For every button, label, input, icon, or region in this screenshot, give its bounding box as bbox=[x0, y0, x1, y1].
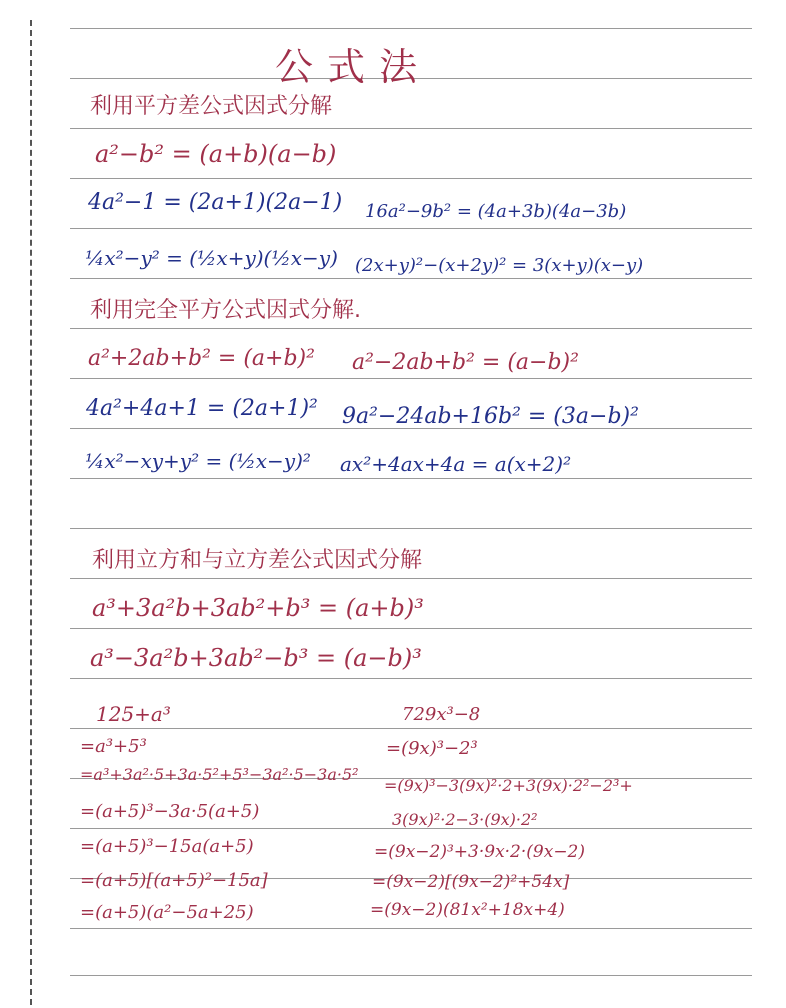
formula-cube-of-sum: a³+3a²b+3ab²+b³ = (a+b)³ bbox=[92, 594, 424, 622]
formula-perfect-square-plus: a²+2ab+b² = (a+b)² bbox=[88, 346, 315, 371]
example-line: 16a²−9b² = (4a+3b)(4a−3b) bbox=[365, 201, 627, 222]
margin-dashed-line bbox=[30, 20, 32, 1005]
example-line: 9a²−24ab+16b² = (3a−b)² bbox=[342, 404, 639, 429]
ruled-line bbox=[70, 628, 752, 629]
worked-step: =(9x−2)(81x²+18x+4) bbox=[370, 900, 565, 920]
section-heading-cubes: 利用立方和与立方差公式因式分解 bbox=[92, 548, 423, 573]
ruled-line bbox=[70, 228, 752, 229]
ruled-line bbox=[70, 328, 752, 329]
ruled-line bbox=[70, 278, 752, 279]
section-heading-perfect-square: 利用完全平方公式因式分解. bbox=[90, 298, 361, 323]
ruled-line bbox=[70, 578, 752, 579]
ruled-line bbox=[70, 378, 752, 379]
worked-step: =(9x−2)[(9x−2)²+54x] bbox=[372, 872, 570, 892]
ruled-line bbox=[70, 128, 752, 129]
worked-step: =(9x)³−3(9x)²·2+3(9x)·2²−2³+ bbox=[384, 776, 633, 795]
formula-perfect-square-minus: a²−2ab+b² = (a−b)² bbox=[352, 350, 579, 375]
example-line: ¼x²−xy+y² = (½x−y)² bbox=[85, 449, 311, 473]
example-line: ax²+4ax+4a = a(x+2)² bbox=[340, 452, 572, 476]
page-title: 公式法 bbox=[275, 45, 432, 89]
example-line: 4a²−1 = (2a+1)(2a−1) bbox=[88, 190, 343, 215]
example-line: ¼x²−y² = (½x+y)(½x−y) bbox=[85, 246, 338, 270]
formula-difference-of-squares: a²−b² = (a+b)(a−b) bbox=[95, 140, 337, 168]
worked-step: 729x³−8 bbox=[402, 704, 481, 725]
worked-step: =a³+3a²·5+3a·5²+5³−3a²·5−3a·5² bbox=[80, 765, 359, 784]
example-line: 4a²+4a+1 = (2a+1)² bbox=[86, 396, 318, 421]
ruled-line bbox=[70, 678, 752, 679]
ruled-line bbox=[70, 728, 752, 729]
worked-step: 125+a³ bbox=[96, 702, 171, 726]
worked-step: =(a+5)[(a+5)²−15a] bbox=[80, 870, 268, 891]
example-line: (2x+y)²−(x+2y)² = 3(x+y)(x−y) bbox=[355, 255, 644, 276]
ruled-line bbox=[70, 28, 752, 29]
ruled-line bbox=[70, 178, 752, 179]
worked-step: =(a+5)³−15a(a+5) bbox=[80, 836, 254, 857]
section-heading-difference-of-squares: 利用平方差公式因式分解 bbox=[90, 94, 333, 119]
worked-step: =a³+5³ bbox=[80, 736, 147, 757]
worked-step: =(9x)³−2³ bbox=[386, 738, 478, 759]
worked-step: 3(9x)²·2−3·(9x)·2² bbox=[392, 810, 538, 829]
ruled-line bbox=[70, 928, 752, 929]
worked-step: =(a+5)(a²−5a+25) bbox=[80, 902, 254, 923]
worked-step: =(a+5)³−3a·5(a+5) bbox=[80, 801, 260, 822]
ruled-line bbox=[70, 478, 752, 479]
ruled-line bbox=[70, 975, 752, 976]
worked-step: =(9x−2)³+3·9x·2·(9x−2) bbox=[374, 842, 586, 862]
formula-cube-of-difference: a³−3a²b+3ab²−b³ = (a−b)³ bbox=[90, 644, 422, 672]
ruled-line bbox=[70, 528, 752, 529]
